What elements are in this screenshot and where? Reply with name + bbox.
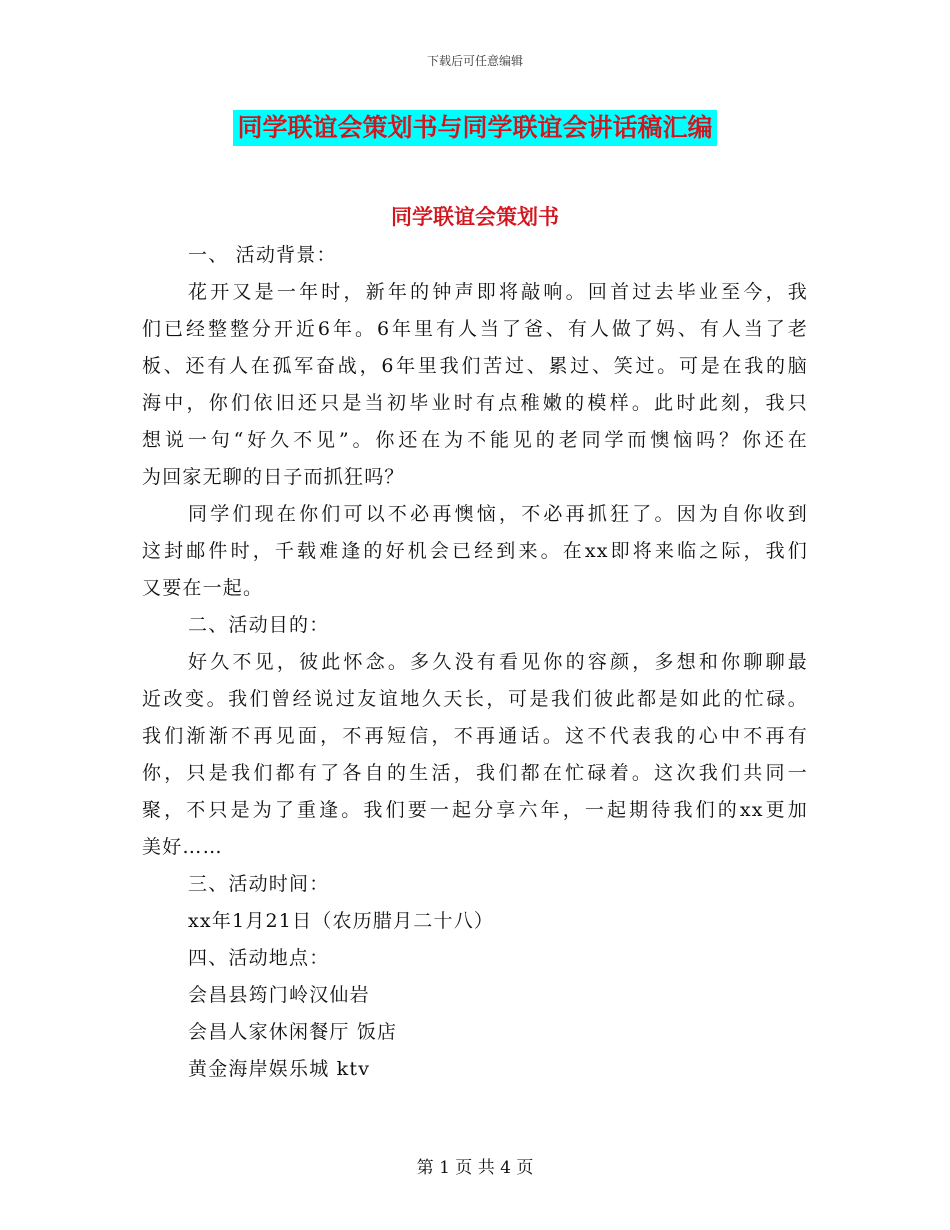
page-footer: 第 1 页 共 4 页 xyxy=(416,1158,534,1178)
paragraph-line: 近改变。我们曾经说过友谊地久天长，可是我们彼此都是如此的忙碌。 xyxy=(142,688,808,710)
paragraph-line: 为回家无聊的日子而抓狂吗？ xyxy=(142,466,405,488)
location-item: 黄金海岸娱乐城 ktv xyxy=(188,1058,371,1080)
location-item: 会昌县筠门岭汉仙岩 xyxy=(188,984,370,1006)
event-date: xx年1月21日（农历腊月二十八） xyxy=(188,910,495,932)
paragraph-line: 想说一句“好久不见”。你还在为不能见的老同学而懊恼吗？你还在 xyxy=(142,429,808,451)
main-title-wrap xyxy=(0,110,950,146)
paragraph-line: 你，只是我们都有了各自的生活，我们都在忙碌着。这次我们共同一 xyxy=(142,762,808,784)
paragraph-line: 聚，不只是为了重逢。我们要一起分享六年，一起期待我们的xx更加 xyxy=(142,799,808,821)
location-item: 会昌人家休闲餐厅 饭店 xyxy=(188,1021,398,1043)
paragraph-line: 海中，你们依旧还只是当初毕业时有点稚嫩的模样。此时此刻，我只 xyxy=(142,392,808,414)
paragraph-line: 同学们现在你们可以不必再懊恼，不必再抓狂了。因为自你收到 xyxy=(188,503,808,525)
heading-purpose: 二、活动目的： xyxy=(188,614,330,636)
paragraph-line: 板、还有人在孤军奋战，6年里我们苦过、累过、笑过。可是在我的脑 xyxy=(142,355,808,377)
paragraph-line: 这封邮件时，千载难逢的好机会已经到来。在xx即将来临之际，我们 xyxy=(142,540,808,562)
paragraph-line: 又要在一起。 xyxy=(142,577,264,599)
document-body xyxy=(142,218,808,1088)
heading-time: 三、活动时间： xyxy=(188,873,330,895)
paragraph-line: 好久不见，彼此怀念。多久没有看见你的容颜，多想和你聊聊最 xyxy=(188,651,808,673)
paragraph-line: 们已经整整分开近6年。6年里有人当了爸、有人做了妈、有人当了老 xyxy=(142,318,808,340)
paragraph-line: 美好…… xyxy=(142,836,223,858)
heading-location: 四、活动地点： xyxy=(188,947,330,969)
section-title: 同学联谊会策划书 xyxy=(391,205,559,229)
main-title: 同学联谊会策划书与同学联谊会讲话稿汇编 xyxy=(233,110,716,146)
paragraph-line: 花开又是一年时，新年的钟声即将敲响。回首过去毕业至今，我 xyxy=(188,281,808,303)
paragraph-line: 我们渐渐不再见面，不再短信，不再通话。这不代表我的心中不再有 xyxy=(142,725,808,747)
heading-background: 一、 活动背景： xyxy=(188,244,337,266)
header-note: 下载后可任意编辑 xyxy=(426,54,523,68)
